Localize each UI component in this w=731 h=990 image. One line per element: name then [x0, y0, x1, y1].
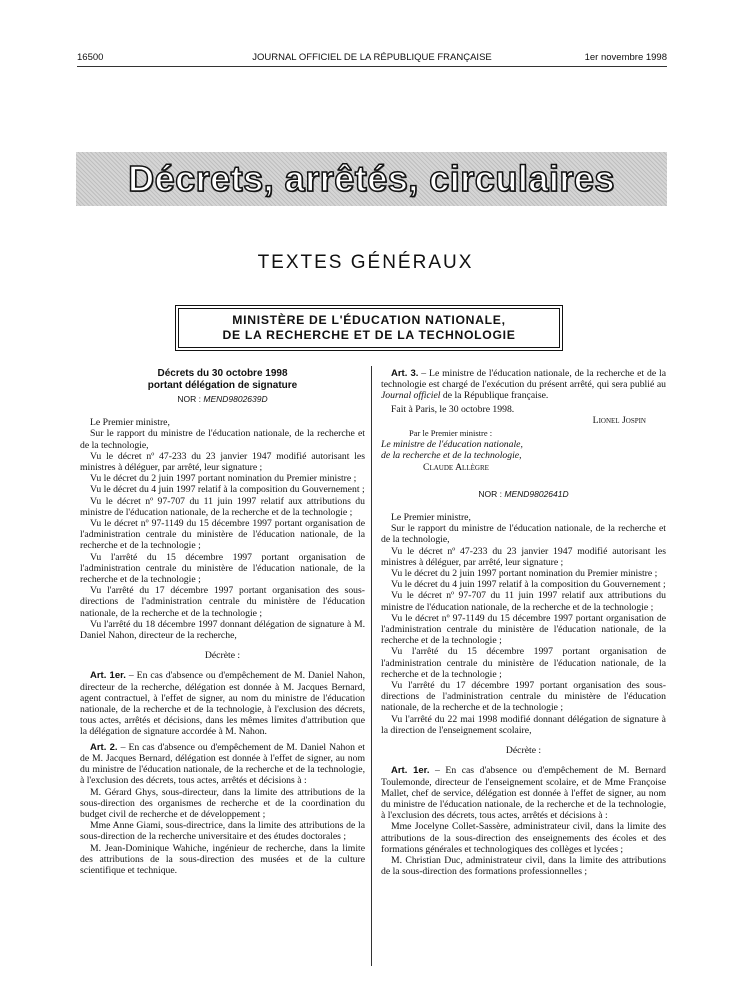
decree-title-1: Décrets du 30 octobre 1998: [157, 368, 288, 379]
paragraph: Vu le décret du 2 juin 1997 portant nomination du Premier ministre ;: [90, 473, 357, 485]
article-text: – En cas d'absence ou d'empêchement de M. Daniel Nahon et de M. Jacques Bernard, délégation est donnée à l'effet de signer, au nom du ministre de l'éducation nationale, de la recherche et de la technologie, à l'exclusion des décrets, tous actes, arrêtés et décisions à :: [80, 741, 365, 787]
nor-label: NOR :: [478, 488, 502, 499]
paragraph: Vu l'arrêté du 17 décembre 1997 portant organisation des sous-directions de l'administration centrale du ministère de l'éducation nationale, de la recherche et de la technologie ;: [381, 680, 666, 714]
paragraph: Vu l'arrêté du 15 décembre 1997 portant organisation de l'administration centrale du ministère de l'éducation nationale, de la recherche et de la technologie ;: [80, 551, 365, 586]
done-at: Fait à Paris, le 30 octobre 1998.: [391, 403, 515, 415]
article-label: Art. 2.: [90, 741, 118, 753]
ministry-line-1: MINISTÈRE DE L'ÉDUCATION NATIONALE,: [232, 313, 506, 327]
page-header: [77, 52, 667, 66]
paragraph: Vu l'arrêté du 22 mai 1998 modifié donnant délégation de signature à la direction de l'enseignement scolaire,: [381, 713, 666, 736]
signatory-name: Lionel Jospin: [592, 414, 646, 426]
article-3: [381, 368, 666, 402]
paragraph: Vu l'arrêté du 18 décembre 1997 donnant délégation de signature à M. Daniel Nahon, directeur de la recherche,: [80, 618, 365, 642]
article-text: – En cas d'absence ou d'empêchement de M. Daniel Nahon, directeur de la recherche, délégation est donnée à M. Jacques Bernard, agent contractuel, à l'effet de signer, au nom du ministre de l'éducation nationale, de la recherche et de la technologie, à l'exclusion des décrets, tous actes, arrêtés et décisions, dans les mêmes limites d'attribution que la délégation de signature accordée à M. Nahon.: [80, 670, 365, 738]
left-column: [80, 368, 365, 876]
paragraph: Vu le décret du 2 juin 1997 portant nomination du Premier ministre ;: [391, 568, 658, 580]
list-item: Mme Jocelyne Collet-Sassère, administrateur civil, dans la limite des attributions de la sous-direction des enseignements des écoles et des formations générales et technologiques des collèges et lycées ;: [381, 821, 666, 855]
article-label: Art. 1er.: [90, 670, 126, 682]
paragraph: Vu le décret du 4 juin 1997 relatif à la composition du Gouvernement ;: [391, 579, 666, 591]
paragraph: Vu l'arrêté du 15 décembre 1997 portant organisation de l'administration centrale du ministère de l'éducation nationale, de la recherche et de la technologie ;: [381, 646, 666, 680]
minister-name: Claude Allègre: [423, 461, 489, 473]
article-text: de la République française.: [440, 390, 549, 402]
nor-code: MEND9802639D: [203, 394, 268, 404]
paragraph: Sur le rapport du ministre de l'éducation nationale, de la recherche et de la technologie,: [80, 428, 365, 451]
ministry-line-2: DE LA RECHERCHE ET DE LA TECHNOLOGIE: [222, 328, 516, 342]
banner-title: Décrets, arrêtés, circulaires: [128, 158, 615, 199]
journal-title: JOURNAL OFFICIEL DE LA RÉPUBLIQUE FRANÇAISE: [252, 52, 492, 63]
journal-name: Journal officiel: [381, 390, 441, 402]
article-1: [80, 670, 365, 737]
article-label: Art. 1er.: [391, 765, 430, 777]
section-title: TEXTES GÉNÉRAUX: [257, 252, 474, 273]
article-1: [381, 765, 666, 821]
decree-title-2: portant délégation de signature: [147, 380, 298, 391]
list-item: M. Gérard Ghys, sous-directeur, dans la limite des attributions de la sous-direction des organismes de recherche et de la coordination du budget civil de recherche et de développement ;: [80, 786, 365, 820]
nor-label: NOR :: [177, 394, 201, 404]
page-number: 16500: [77, 52, 104, 63]
paragraph: Vu le décret du 4 juin 1997 relatif à la composition du Gouvernement ;: [90, 484, 365, 496]
issue-date: 1er novembre 1998: [584, 52, 667, 63]
list-item: M. Jean-Dominique Wahiche, ingénieur de recherche, dans la limite des attributions de la sous-direction des musées et de la culture scientifique et technique.: [80, 842, 365, 876]
list-item: M. Christian Duc, administrateur civil, dans la limite des attributions de la sous-direction des formations professionnelles ;: [381, 854, 666, 878]
column-divider: [371, 366, 372, 966]
decrete-heading: Décrète :: [505, 745, 542, 757]
article-text: – Le ministre de l'éducation nationale, de la recherche et de la technologie est chargé de l'exécution du présent arrêté, qui sera publié au: [381, 368, 666, 391]
minister-title-2: de la recherche et de la technologie,: [381, 450, 522, 462]
paragraph: Vu le décret nº 47-233 du 23 janvier 1947 modifié autorisant les ministres à déléguer, par arrêté, leur signature ;: [80, 450, 365, 474]
decrete-heading: Décrète :: [204, 650, 241, 662]
list-item: Mme Anne Giami, sous-directrice, dans la limite des attributions de la sous-direction de la recherche universitaire et des études doctorales ;: [80, 820, 365, 843]
minister-title-1: Le ministre de l'éducation nationale,: [381, 439, 523, 451]
article-text: – En cas d'absence ou d'empêchement de M. Bernard Toulemonde, directeur de l'enseignement scolaire, et de Mme Françoise Mallet, chef de service, délégation est donnée à l'effet de signer, au nom du ministre de l'éducation nationale, de la recherche et de la technologie, à l'exclusion des décrets, tous actes, arrêtés et décisions à :: [381, 765, 666, 822]
section-banner: [76, 152, 667, 206]
by-prime-minister: Par le Premier ministre :: [409, 428, 493, 439]
nor-reference: [80, 394, 365, 405]
paragraph: Vu le décret nº 97-707 du 11 juin 1997 relatif aux attributions du ministre de l'éducation nationale, de la recherche et de la technologie ;: [381, 590, 666, 613]
paragraph: Vu le décret nº 97-707 du 11 juin 1997 relatif aux attributions du ministre de l'éducation nationale, de la recherche et de la technologie ;: [80, 495, 365, 518]
ministry-box: [178, 308, 560, 348]
paragraph: Vu le décret nº 97-1149 du 15 décembre 1997 portant organisation de l'administration centrale du ministère de l'éducation nationale, de la recherche et de la technologie ;: [80, 518, 365, 552]
paragraph: Vu le décret nº 47-233 du 23 janvier 1947 modifié autorisant les ministres à déléguer, par arrêté, leur signature ;: [381, 545, 666, 568]
paragraph: Sur le rapport du ministre de l'éducation nationale, de la recherche et de la technologie,: [381, 523, 666, 546]
right-column: [381, 368, 666, 877]
paragraph: Le Premier ministre,: [391, 512, 471, 524]
paragraph: Le Premier ministre,: [90, 417, 170, 429]
article-2: [80, 742, 365, 787]
header-rule: [77, 66, 667, 67]
paragraph: Vu l'arrêté du 17 décembre 1997 portant organisation des sous-directions de l'administration centrale du ministère de l'éducation nationale, de la recherche et de la technologie ;: [80, 585, 365, 619]
nor-code: MEND9802641D: [504, 488, 569, 499]
nor-reference: [381, 489, 666, 500]
article-label: Art. 3.: [391, 368, 419, 379]
paragraph: Vu le décret nº 97-1149 du 15 décembre 1997 portant organisation de l'administration centrale du ministère de l'éducation nationale, de la recherche et de la technologie ;: [381, 612, 666, 647]
